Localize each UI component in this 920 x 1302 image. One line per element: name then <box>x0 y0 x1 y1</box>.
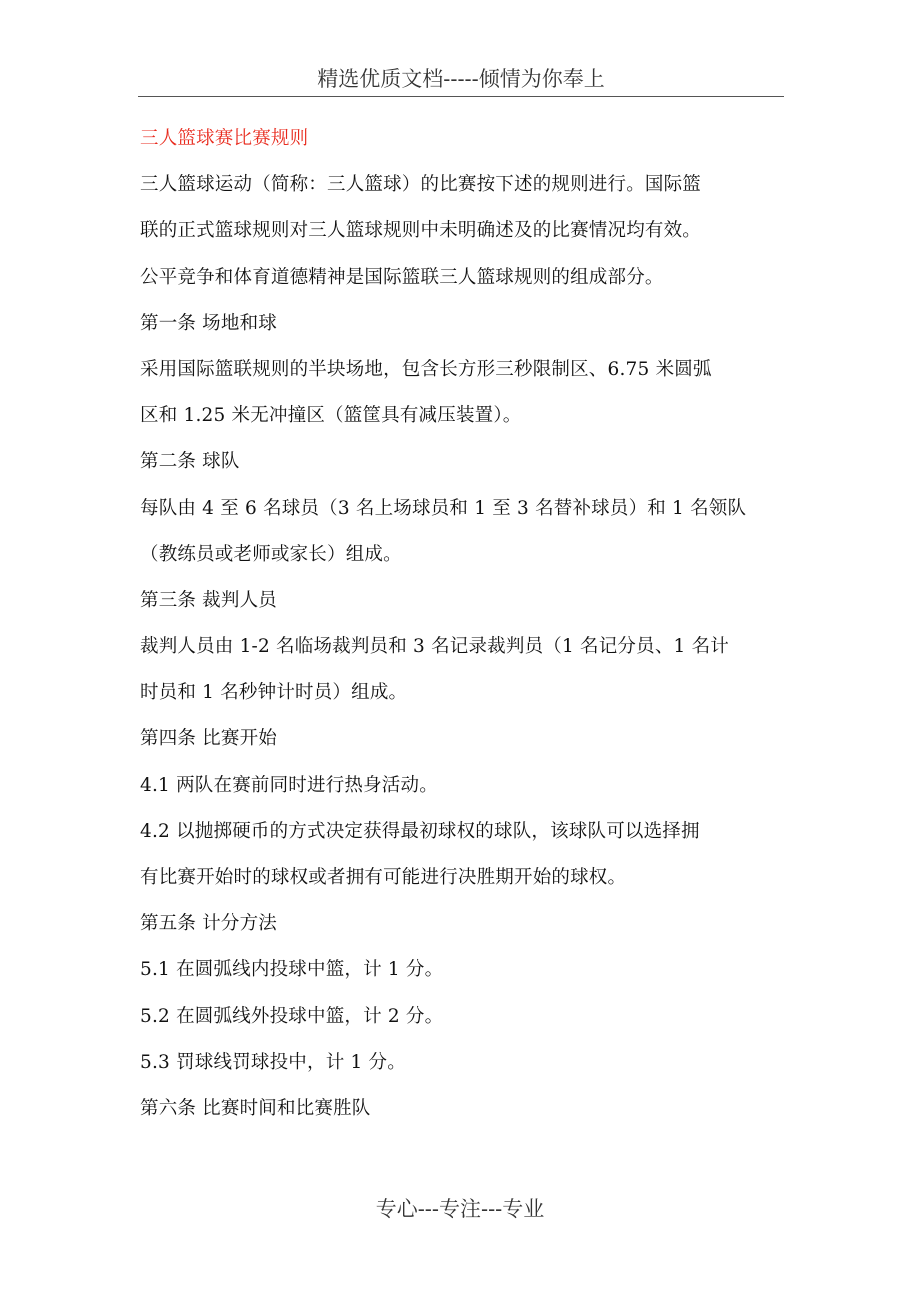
section-heading-3: 第三条 裁判人员 <box>140 589 277 611</box>
section-heading-4: 第四条 比赛开始 <box>140 728 277 750</box>
paragraph-line: 有比赛开始时的球权或者拥有可能进行决胜期开始的球权。 <box>140 867 627 888</box>
section-heading-1: 第一条 场地和球 <box>140 312 277 334</box>
paragraph-line: 联的正式篮球规则对三人篮球规则中未明确述及的比赛情况均有效。 <box>140 220 702 242</box>
paragraph-line: 公平竞争和体育道德精神是国际篮联三人篮球规则的组成部分。 <box>140 266 664 288</box>
rule-item: 4.1 两队在赛前同时进行热身活动。 <box>140 774 438 796</box>
paragraph-line: 每队由 4 至 6 名球员（3 名上场球员和 1 至 3 名替补球员）和 1 名领队 <box>140 497 747 519</box>
rule-item: 5.2 在圆弧线外投球中篮，计 2 分。 <box>140 1005 444 1027</box>
section-heading-2: 第二条 球队 <box>140 451 240 473</box>
section-heading-5: 第五条 计分方法 <box>140 913 277 935</box>
paragraph-line: 三人篮球运动（简称：三人篮球）的比赛按下述的规则进行。国际篮 <box>140 174 702 196</box>
document-title: 三人篮球赛比赛规则 <box>140 128 309 149</box>
paragraph-line: 区和 1.25 米无冲撞区（篮筐具有减压装置）。 <box>140 405 522 427</box>
paragraph-line: 裁判人员由 1-2 名临场裁判员和 3 名记录裁判员（1 名记分员、1 名计 <box>140 636 729 658</box>
rule-item: 5.3 罚球线罚球投中，计 1 分。 <box>140 1051 406 1073</box>
paragraph-line: 时员和 1 名秒钟计时员）组成。 <box>140 682 408 704</box>
paragraph-line: 采用国际篮联规则的半块场地，包含长方形三秒限制区、6.75 米圆弧 <box>140 358 712 380</box>
section-heading-6: 第六条 比赛时间和比赛胜队 <box>140 1097 371 1119</box>
rule-item: 4.2 以抛掷硬币的方式决定获得最初球权的球队，该球队可以选择拥 <box>140 820 700 842</box>
rule-item: 5.1 在圆弧线内投球中篮，计 1 分。 <box>140 959 444 981</box>
page-footer: 专心---专注---专业 <box>375 1197 545 1221</box>
paragraph-line: （教练员或老师或家长）组成。 <box>140 543 402 565</box>
document-body <box>140 116 786 1132</box>
page-header: 精选优质文档-----倾情为你奉上 <box>138 62 784 97</box>
